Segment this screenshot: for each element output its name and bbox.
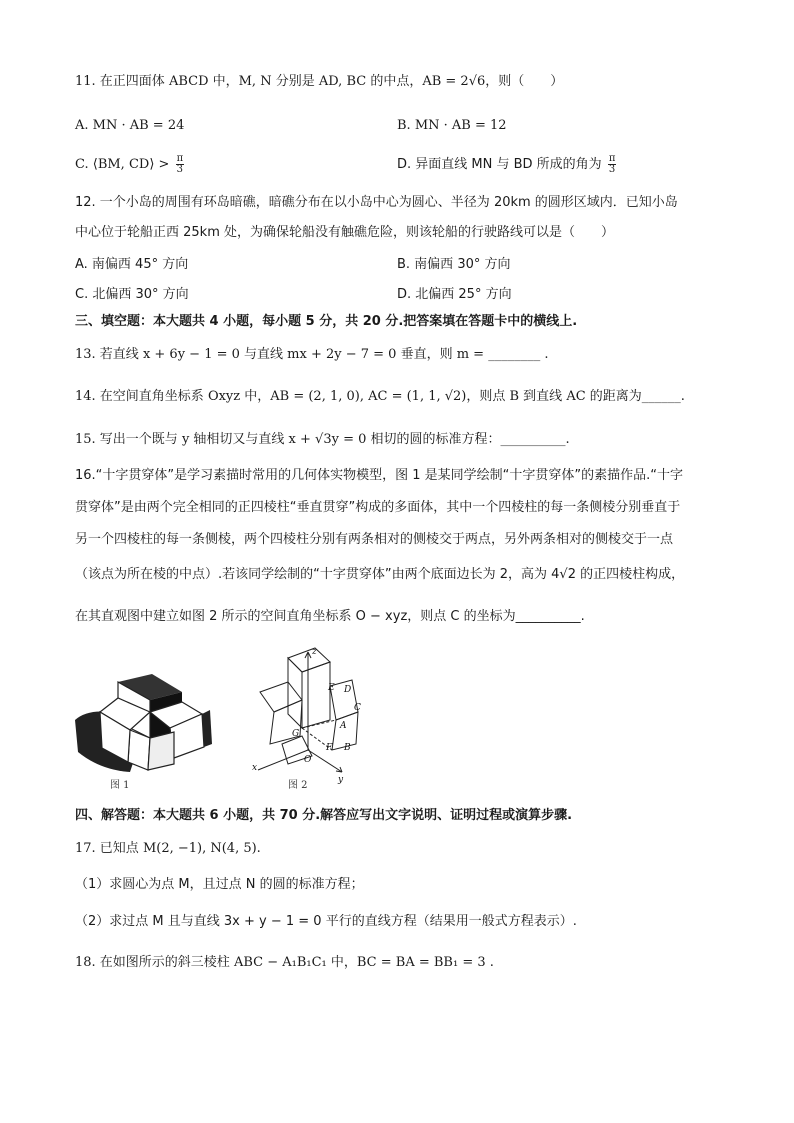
section-4-heading: 四、解答题：本大题共 6 小题，共 70 分.解答应写出文字说明、证明过程或演算步骤. — [75, 808, 573, 823]
q12-option-c: C. 北偏西 30° 方向 — [75, 287, 189, 302]
q12-line-1: 12. 一个小岛的周围有环岛暗礁，暗礁分布在以小岛中心为圆心、半径为 20km 的圆形区域内．已知小岛 — [75, 195, 678, 210]
q16-line-4: （该点为所在棱的中点）.若该同学绘制的“十字贯穿体”由两个底面边长为 2，高为 4√2 的正四棱柱构成， — [75, 567, 685, 582]
q15: 15. 写出一个既与 y 轴相切又与直线 x + √3y = 0 相切的圆的标准方程：__________. — [75, 432, 570, 447]
q18-stem: 18. 在如图所示的斜三棱柱 ABC − A₁B₁C₁ 中，BC = BA = BB₁ = 3 . — [75, 955, 494, 970]
figure-1-caption: 图 1 — [110, 780, 130, 791]
axis-label-y: y — [338, 775, 344, 785]
point-label-d: D — [344, 685, 352, 695]
origin-label-o: O — [304, 755, 312, 765]
q11-stem: 11. 在正四面体 ABCD 中，M, N 分别是 AD, BC 的中点，AB = 2√6，则（ ） — [75, 74, 564, 89]
point-label-c: C — [354, 703, 361, 713]
q12-line-2: 中心位于轮船正西 25km 处，为确保轮船没有触礁危险，则该轮船的行驶路线可以是（ ） — [75, 225, 614, 240]
axis-label-z: z — [312, 647, 317, 657]
q14: 14. 在空间直角坐标系 Oxyz 中，AB = (2, 1, 0), AC = (1, 1, √2)，则点 B 到直线 AC 的距离为______. — [75, 389, 685, 404]
q17-stem: 17. 已知点 M(2, −1), N(4, 5). — [75, 841, 261, 856]
point-label-g: G — [292, 729, 300, 739]
q16-line-3: 另一个四棱柱的每一条侧棱，两个四棱柱分别有两条相对的侧棱交于两点，另外两条相对的侧棱交于一点 — [75, 532, 674, 547]
q17-part-1: （1）求圆心为点 M，且过点 N 的圆的标准方程； — [75, 877, 364, 892]
fraction: $\frac{\pi}{3}$ — [176, 153, 184, 175]
q12-option-d: D. 北偏西 25° 方向 — [397, 287, 512, 302]
q16-line-5: 在其直观图中建立如图 2 所示的空间直角坐标系 O − xyz，则点 C 的坐标为__________. — [75, 609, 585, 624]
fraction: $\frac{\pi}{3}$ — [608, 153, 616, 175]
figure-2-coordinate-diagram — [240, 640, 380, 795]
point-label-f: F — [326, 743, 333, 753]
q12-option-b: B. 南偏西 30° 方向 — [397, 257, 511, 272]
q11-option-c — [75, 150, 186, 180]
axis-label-x: x — [252, 763, 258, 773]
q11-option-d-text: D. 异面直线 MN 与 BD 所成的角为 — [397, 157, 602, 172]
q16-line-1: 16.“十字贯穿体”是学习素描时常用的几何体实物模型，图 1 是某同学绘制“十字贯穿体”的素描作品.“十字 — [75, 468, 684, 483]
point-label-b: B — [344, 743, 351, 753]
q17-part-2: （2）求过点 M 且与直线 3x + y − 1 = 0 平行的直线方程（结果用一般式方程表示）. — [75, 914, 577, 929]
q12-option-a: A. 南偏西 45° 方向 — [75, 257, 189, 272]
q11-option-b: B. MN · AB = 12 — [397, 118, 507, 133]
q11-option-d — [397, 150, 618, 180]
q11-option-c-text: C. ⟨BM, CD⟩ > — [75, 157, 170, 172]
point-label-e: E — [328, 683, 335, 693]
q16-line-2: 贯穿体”是由两个完全相同的正四棱柱“垂直贯穿”构成的多面体，其中一个四棱柱的每一条侧棱分别垂直于 — [75, 500, 681, 515]
point-label-a: A — [340, 721, 347, 731]
figure-1-cross-solid — [70, 652, 220, 797]
q11-option-a: A. MN · AB = 24 — [75, 118, 185, 133]
section-3-heading: 三、填空题：本大题共 4 小题，每小题 5 分，共 20 分.把答案填在答题卡中的横线上. — [75, 314, 578, 329]
q13: 13. 若直线 x + 6y − 1 = 0 与直线 mx + 2y − 7 = 0 垂直，则 m = ________ . — [75, 347, 549, 362]
figure-2-caption: 图 2 — [288, 780, 308, 791]
